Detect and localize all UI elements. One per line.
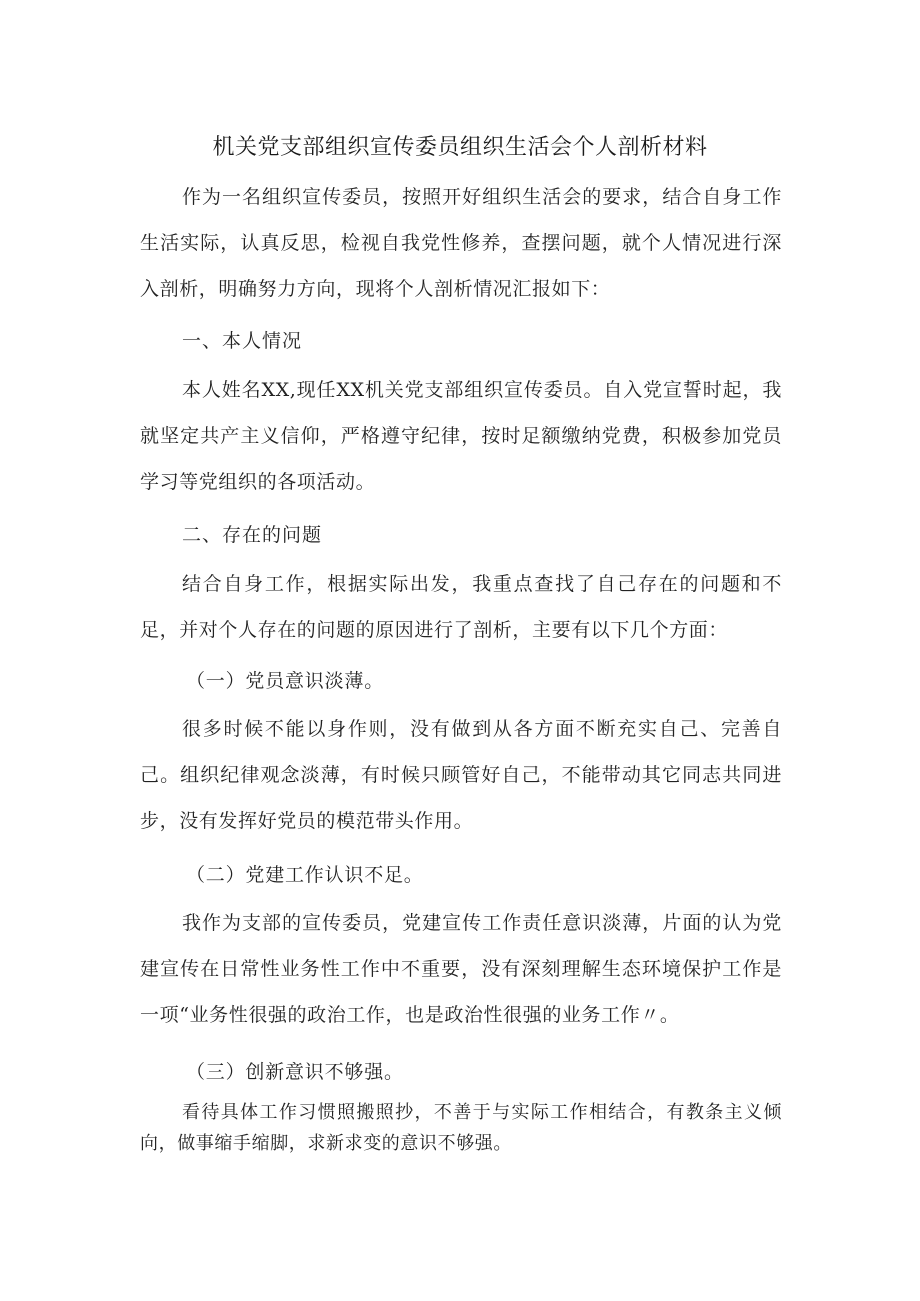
subsection-2-paragraph: 我作为支部的宣传委员，党建宣传工作责任意识淡薄，片面的认为党建宣传在日常性业务性工作中不重要，没有深刻理解生态环境保护工作是一项“业务性很强的政治工作，也是政治性很强的业务工作〃。 (140, 912, 782, 1026)
document-title: 机关党支部组织宣传委员组织生活会个人剖析材料 (212, 135, 708, 160)
section-2-paragraph: 结合自身工作，根据实际出发，我重点查找了自己存在的问题和不足，并对个人存在的问题的原因进行了剖析，主要有以下几个方面： (140, 573, 782, 641)
subsection-1-paragraph: 很多时候不能以身作则，没有做到从各方面不断充实自己、完善自己。组织纪律观念淡薄，有时候只顾管好自己，不能带动其它同志共同进步，没有发挥好党员的模范带头作用。 (140, 718, 782, 832)
subsection-3-paragraph: 看待具体工作习惯照搬照抄，不善于与实际工作相结合，有教条主义倾向，做事缩手缩脚，求新求变的意识不够强。 (140, 1102, 782, 1154)
section-heading-1: 一、本人情况 (182, 330, 303, 352)
section-heading-2: 二、存在的问题 (182, 524, 323, 546)
subsection-heading-1: （一）党员意识淡薄。 (186, 670, 385, 692)
section-1-paragraph: 本人姓名XX,现任XX机关党支部组织宣传委员。自入党宣誓时起，我就坚定共产主义信仰，严格遵守纪律，按时足额缴纳党费，积极参加党员学习等党组织的各项活动。 (140, 379, 782, 493)
subsection-heading-2: （二）党建工作认识不足。 (186, 864, 424, 886)
subsection-heading-3: （三）创新意识不够强。 (186, 1061, 404, 1083)
intro-paragraph: 作为一名组织宣传委员，按照开好组织生活会的要求，结合自身工作生活实际，认真反思，检视自我党性修养，查摆问题，就个人情况进行深入剖析，明确努力方向，现将个人剖析情况汇报如下： (140, 186, 782, 300)
